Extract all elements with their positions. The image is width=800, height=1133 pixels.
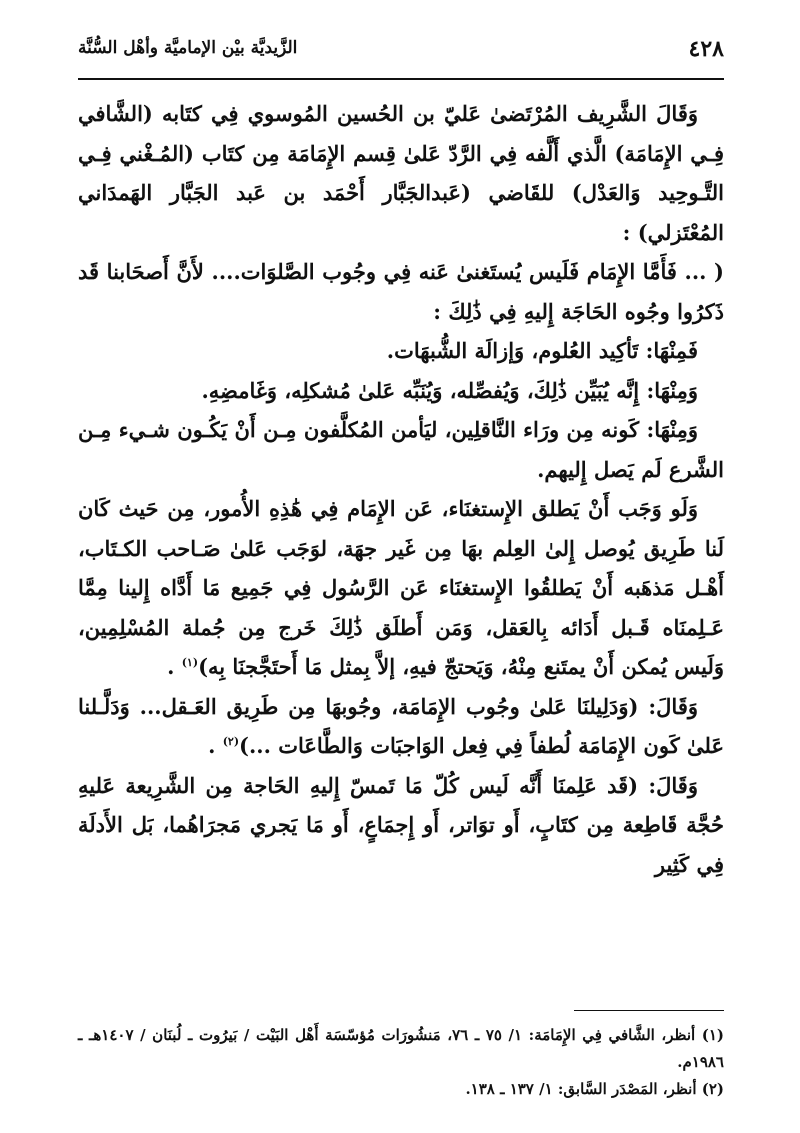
paragraph-third-need: وَمِنْهَا: كَونه مِن ورَاء النَّاقلِين، ليَأمن المُكلَّفون مِـن أَنْ يَكُـون شـيء مِـن الشَّرع لَم يَصل إِليهم. [78,417,724,482]
paragraph-argument: وَلَو وَجَب أَنْ يَطلق الإِستغنَاء، عَن الإِمَام فِي هَٰذِهِ الأُمور، مِن حَيث كَان لَنا طَرِيق يُوصل إِلىٰ العِلم بهَا مِن غَير جهَة، لوَجَب عَلىٰ صَـاحب الكـتَاب، أَهْـل مَذهَبه أَنْ يَطلقُوا الإِستغنَاء عَن الرَّسُول فِي جَمِيع مَا أَدَّاه إِلينا مِمَّا عَـلِمنَاه قَـبل أَدَائه بِالعَقل، وَمَن أَطلَق ذَٰلِكَ خَرج مِن جُملة المُسْلِمِين، وَلَيس يُمكن أَنْ يمتَنع مِنْهُ، وَيَحتجّ فيهِ، إلاَّ بِمثل مَا أَحتَجَّجنَا بِه)$^{(١)}$ . [78,496,724,679]
paragraph-intro: وَقَالَ الشَّرِيف المُرْتَضىٰ عَليّ بن الحُسين المُوسوي فِي كتَابه (الشَّافي فِـي الإِمَامَة) الَّذي أَلَّفه فِي الرَّدّ عَلىٰ قِسم الإِمَامَة مِن كتَاب (المُـغْني فِـي التَّـوحِيد وَالعَدْل) للقَاضي (عَبدالجَبَّار أَحْمَد بن عَبد الجَبَّار الهَمدَاني المُعْتَزلي) : [78,101,724,245]
paragraph-proof: وَقَالَ: (وَدَلِيلنَا عَلىٰ وجُوب الإِمَامَة، وجُوبهَا مِن طَرِيق العَـقل... وَدَلَّـلنا عَلىٰ كَون الإِمَامَة لُطفاً فِي فِعل الوَاجبَات وَالطَّاعَات ...)$^{(٢)}$ . [78,693,724,758]
running-header [78,34,724,80]
running-title: الزَّيديَّة بيْن الإماميَّة وأهْل السُّنَّة [78,38,298,58]
paragraph-quote-start: ( ... فَأَمَّا الإِمَام فَلَيس يُستَغنىٰ عَنه فِي وجُوب الصَّلوَات.... لأَنَّ أَصحَابنا قَد ذَكرُوا وجُوه الحَاجَة إِليهِ فِي ذَٰلِكَ : [78,259,724,324]
footnote-1: (١) أنظر، الشَّافي فِي الإِمَامَة: ١/ ٧٥ ـ ٧٦، مَنشُورَات مُؤسّسَة أَهْل البَيْت / بَيرُوت ـ لُبنَان / ١٤٠٧هـ ـ ١٩٨٦م. [78,1026,725,1071]
footnote-marker-2: (٢) [222,735,240,748]
footnote-2: (٢) أنظر، المَصْدَر السَّابق: ١/ ١٣٧ ـ ١٣٨. [465,1080,724,1098]
paragraph-proof-text: وَقَالَ: (وَدَلِيلنَا عَلىٰ وجُوب الإِمَامَة، وجُوبهَا مِن طَرِيق العَـقل... وَدَلَّـلنا عَلىٰ كَون الإِمَامَة لُطفاً فِي فِعل الوَاجبَات وَالطَّاعَات ...) [78,693,724,758]
paragraph-closing: وَقَالَ: (قَد عَلِمنَا أَنَّه لَيس كُلّ مَا تَمسّ إِليهِ الحَاجة مِن الشَّرِيعة عَليهِ حُجَّة قَاطِعة مِن كتَابٍ، أَو توَاتر، أَو إِجمَاعٍ، أَو مَا يَجري مَجرَاهُما، بَل الأَدلَة فِي كَثِير [78,772,724,877]
footnotes [78,1022,724,1103]
paragraph-argument-text: وَلَو وَجَب أَنْ يَطلق الإِستغنَاء، عَن الإِمَام فِي هَٰذِهِ الأُمور، مِن حَيث كَان لَنا طَرِيق يُوصل إِلىٰ العِلم بهَا مِن غَير جهَة، لوَجَب عَلىٰ صَـاحب الكـتَاب، أَهْـل مَذهَبه أَنْ يَطلقُوا الإِستغنَاء عَن الرَّسُول فِي جَمِيع مَا أَدَّاه إِلينا مِمَّا عَـلِمنَاه قَـبل أَدَائه بِالعَقل، وَمَن أَطلَق ذَٰلِكَ خَرج مِن جُملة المُسْلِمِين، وَلَيس يُمكن أَنْ يمتَنع مِنْهُ، وَيَحتجّ فيهِ، إلاَّ بِمثل مَا أَحتَجَّجنَا بِه) [78,496,724,679]
paragraph-second-need: وَمِنْهَا: إِنَّه يُبَيِّن ذَٰلِكَ، وَيُفصِّله، وَيُنَبِّه عَلىٰ مُشكلِه، وَغَامضِهِ. [201,377,698,403]
page-number: ٤٢٨ [688,36,724,62]
footnote-divider [574,1010,724,1011]
footnote-marker-1: (١) [181,656,199,669]
paragraph-first-need: فَمِنْهَا: تَأكِيد العُلوم، وَإزالَة الشُّبهَات. [386,338,698,363]
main-text [78,94,724,884]
